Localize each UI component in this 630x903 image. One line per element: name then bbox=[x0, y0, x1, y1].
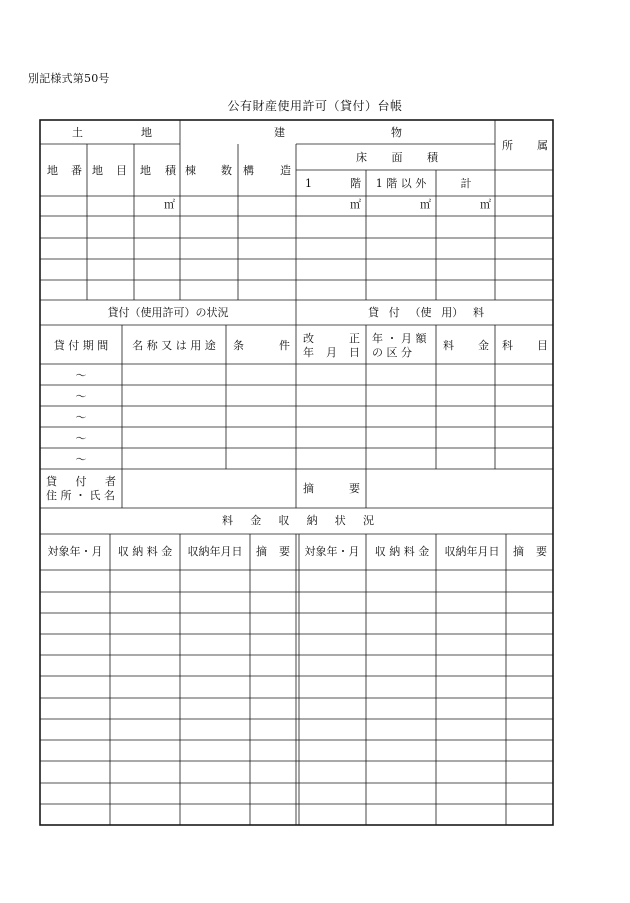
remarks-header: 摘 要 bbox=[256, 545, 290, 558]
unit-total: ㎡ bbox=[480, 198, 491, 211]
revision-header-line1: 改 正 bbox=[303, 332, 360, 345]
land-area-header: 地 積 bbox=[140, 164, 176, 177]
period-tilde: 〜 bbox=[75, 432, 87, 445]
amount-header: 収 納 料 金 bbox=[117, 545, 173, 558]
building-count-header: 棟 数 bbox=[185, 164, 232, 177]
type-header-line2: の 区 分 bbox=[372, 346, 412, 359]
revision-header-line2: 年 月 日 bbox=[303, 346, 360, 359]
lease-period-header: 貸 付 期 間 bbox=[53, 339, 109, 352]
remarks-header: 摘 要 bbox=[303, 482, 360, 495]
structure-header: 構 造 bbox=[243, 164, 291, 177]
conditions-header: 条 件 bbox=[233, 339, 290, 352]
remarks-header: 摘 要 bbox=[513, 545, 547, 558]
lessee-header-line1: 貸 付 者 bbox=[46, 475, 116, 488]
first-floor-header: 1 階 bbox=[305, 177, 361, 190]
period-tilde: 〜 bbox=[75, 390, 87, 403]
type-header-line1: 年 ・ 月 額 bbox=[372, 332, 427, 345]
collection-status-title: 料 金 収 納 状 況 bbox=[222, 514, 374, 527]
form-number: 別記様式第50号 bbox=[28, 72, 110, 85]
floor-area-header: 床 面 積 bbox=[356, 151, 438, 164]
period-tilde: 〜 bbox=[75, 453, 87, 466]
document-title: 公有財産使用許可（貸付）台帳 bbox=[227, 99, 403, 113]
land-header: 土 地 bbox=[72, 126, 152, 139]
table-border bbox=[40, 120, 553, 825]
target-month-header: 対象年・月 bbox=[304, 545, 360, 558]
subject-header: 科 目 bbox=[502, 339, 548, 352]
lease-status-title: 貸付（使用許可）の状況 bbox=[107, 306, 229, 319]
purpose-header: 名 称 又 は 用 途 bbox=[132, 339, 216, 352]
lessee-header-line2: 住 所 ・ 氏 名 bbox=[46, 489, 115, 502]
affiliation-header: 所 属 bbox=[502, 139, 548, 152]
lease-fee-title: 貸 付 （使 用） 料 bbox=[368, 306, 484, 319]
total-header: 計 bbox=[460, 177, 472, 190]
date-header: 収納年月日 bbox=[187, 545, 243, 558]
date-header: 収納年月日 bbox=[444, 545, 500, 558]
other-floors-header: 1 階 以 外 bbox=[375, 177, 427, 190]
unit-other-floors: ㎡ bbox=[420, 198, 431, 211]
fee-header: 料 金 bbox=[443, 339, 489, 352]
lot-number-header: 地 番 bbox=[47, 164, 82, 177]
target-month-header: 対象年・月 bbox=[47, 545, 103, 558]
unit-first-floor: ㎡ bbox=[350, 198, 361, 211]
amount-header: 収 納 料 金 bbox=[374, 545, 430, 558]
building-header: 建 物 bbox=[274, 126, 402, 139]
land-category-header: 地 目 bbox=[92, 164, 127, 177]
unit-land-area: ㎡ bbox=[164, 198, 175, 211]
period-tilde: 〜 bbox=[75, 411, 87, 424]
period-tilde: 〜 bbox=[75, 369, 87, 382]
